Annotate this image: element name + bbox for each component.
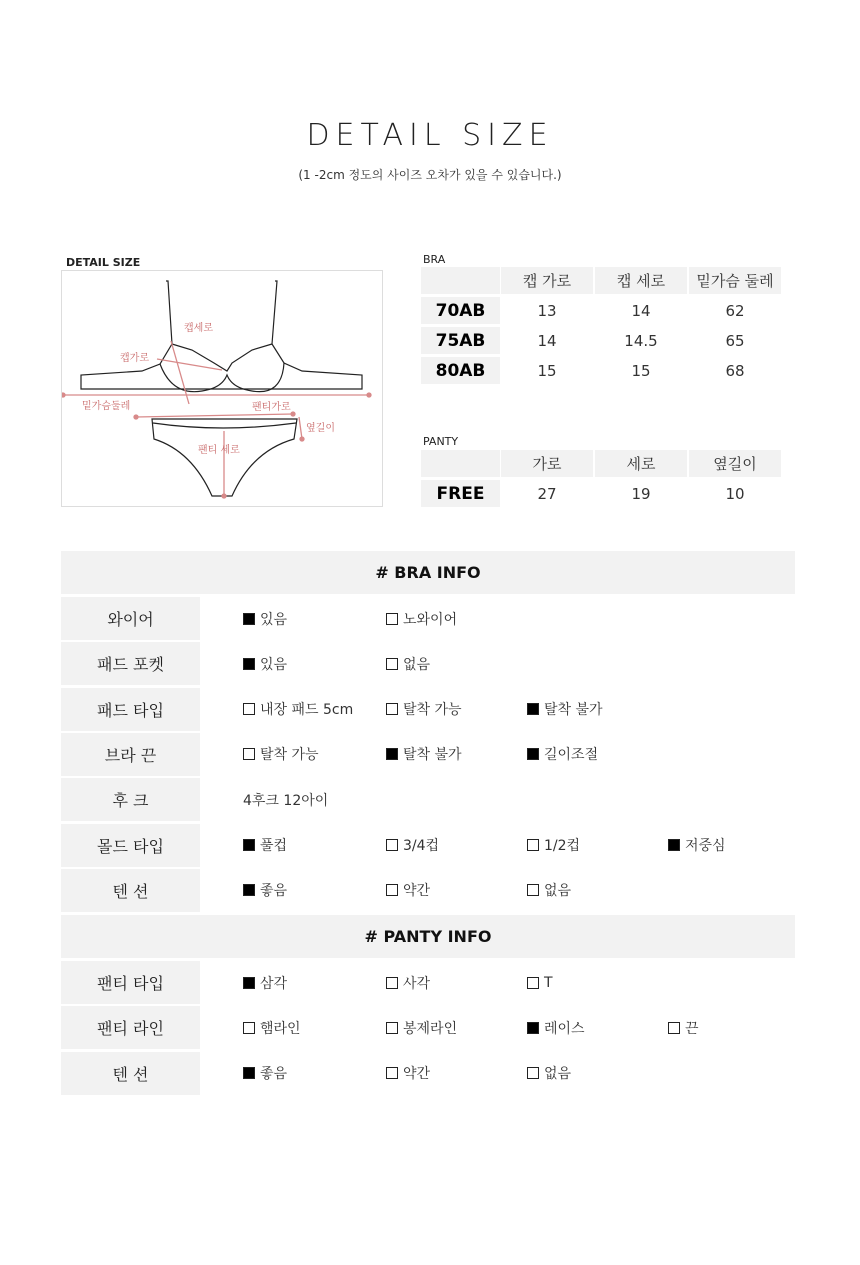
- empty-square-icon: [386, 613, 398, 625]
- empty-square-icon: [527, 884, 539, 896]
- header-blank: [421, 267, 500, 294]
- option-checked: [243, 869, 287, 912]
- option-checked: [243, 597, 287, 640]
- info-row: [61, 869, 795, 912]
- option-checked: [527, 1006, 585, 1049]
- option-checked: [386, 733, 462, 776]
- option-label: 탈착 불가: [403, 747, 462, 764]
- info-row: [61, 824, 795, 867]
- size-value: 10: [725, 484, 745, 503]
- empty-square-icon: [386, 1022, 398, 1034]
- size-tolerance-note: (1 -2cm 정도의 사이즈 오차가 있을 수 있습니다.): [298, 168, 562, 182]
- option-label: 약간: [403, 1066, 431, 1083]
- size-value: 15: [537, 361, 557, 380]
- cap-width-label: 캡가로: [120, 353, 149, 364]
- bra-info-header: # BRA INFO: [61, 551, 795, 594]
- option-checked: [243, 642, 287, 685]
- empty-square-icon: [386, 839, 398, 851]
- column-header: 캡 가로: [501, 267, 593, 294]
- option-label: 있음: [260, 611, 288, 628]
- size-value: 62: [725, 301, 745, 320]
- side-length-label: 옆길이: [306, 423, 335, 434]
- empty-square-icon: [386, 703, 398, 715]
- option-label: 3/4컵: [403, 838, 440, 854]
- filled-square-icon: [243, 977, 255, 989]
- option-label: 탈착 가능: [403, 702, 462, 719]
- panty-info-header: # PANTY INFO: [61, 915, 795, 958]
- size-label: FREE: [421, 480, 500, 507]
- info-row: [61, 1052, 795, 1095]
- column-header: 가로: [501, 450, 593, 477]
- option-label: 좋음: [260, 1066, 288, 1083]
- underbust-label: 밑가슴둘레: [82, 401, 131, 412]
- option-checked: [527, 733, 598, 776]
- size-label: 75AB: [421, 327, 500, 354]
- option-label: 좋음: [260, 883, 288, 900]
- empty-square-icon: [243, 1022, 255, 1034]
- info-row-label: 텐 션: [61, 1052, 200, 1095]
- empty-square-icon: [243, 703, 255, 715]
- option-label: 탈착 가능: [260, 747, 319, 764]
- empty-square-icon: [527, 839, 539, 851]
- option-label: 없음: [403, 656, 431, 673]
- info-row-value: 4후크 12아이: [243, 792, 329, 809]
- size-label: 80AB: [421, 357, 500, 384]
- size-value: 13: [537, 301, 557, 320]
- option-checked: [243, 1052, 287, 1095]
- option-unchecked: [668, 1006, 699, 1049]
- info-row-label: 텐 션: [61, 869, 200, 912]
- info-row-label: 팬티 타입: [61, 961, 200, 1004]
- info-row: [61, 961, 795, 1004]
- panty-height-label: 팬티 세로: [198, 445, 240, 456]
- column-header: 옆길이: [689, 450, 781, 477]
- info-row-label: 패드 포켓: [61, 642, 200, 685]
- bra-table-label: BRA: [423, 253, 446, 266]
- info-row-label: 와이어: [61, 597, 200, 640]
- option-label: 끈: [685, 1020, 699, 1037]
- empty-square-icon: [386, 658, 398, 670]
- column-header: 밑가슴 둘레: [689, 267, 781, 294]
- info-row: [61, 688, 795, 731]
- info-row-label: 몰드 타입: [61, 824, 200, 867]
- cap-height-label: 캡세로: [184, 323, 213, 334]
- info-row-label: 브라 끈: [61, 733, 200, 776]
- filled-square-icon: [243, 839, 255, 851]
- info-row: [61, 642, 795, 685]
- option-checked: [527, 688, 603, 731]
- option-label: 탈착 불가: [544, 702, 603, 719]
- option-label: 있음: [260, 656, 288, 673]
- info-row-label: 팬티 라인: [61, 1006, 200, 1049]
- filled-square-icon: [668, 839, 680, 851]
- option-label: 사각: [403, 975, 431, 992]
- empty-square-icon: [386, 977, 398, 989]
- option-label: 저중심: [685, 838, 726, 854]
- info-row: [61, 778, 795, 821]
- option-label: 햄라인: [260, 1020, 301, 1037]
- size-value: 68: [725, 361, 745, 380]
- column-header: 캡 세로: [595, 267, 687, 294]
- info-row-label: 패드 타입: [61, 688, 200, 731]
- option-checked: [243, 961, 287, 1004]
- option-unchecked: [386, 1006, 457, 1049]
- option-checked: [668, 824, 726, 867]
- option-unchecked: [243, 1006, 301, 1049]
- empty-square-icon: [386, 1067, 398, 1079]
- option-unchecked: [527, 824, 580, 867]
- option-label: 약간: [403, 883, 431, 900]
- size-value: 65: [725, 331, 745, 350]
- option-label: 내장 패드 5cm: [260, 702, 354, 719]
- option-unchecked: [386, 961, 430, 1004]
- info-row: [61, 733, 795, 776]
- option-label: 노와이어: [403, 611, 458, 628]
- option-unchecked: [386, 688, 462, 731]
- option-checked: [243, 824, 287, 867]
- column-header: 세로: [595, 450, 687, 477]
- option-label: 없음: [544, 1066, 572, 1083]
- empty-square-icon: [243, 748, 255, 760]
- filled-square-icon: [527, 703, 539, 715]
- size-illustration: [61, 270, 383, 507]
- option-unchecked: [243, 688, 353, 731]
- size-value: 14: [537, 331, 557, 350]
- option-label: 봉제라인: [403, 1020, 458, 1037]
- option-label: 1/2컵: [544, 838, 581, 854]
- size-value: 14: [631, 301, 651, 320]
- panty-table-label: PANTY: [423, 435, 459, 448]
- option-label: 레이스: [544, 1020, 585, 1037]
- option-unchecked: [527, 1052, 571, 1095]
- size-value: 19: [631, 484, 651, 503]
- size-label: 70AB: [421, 297, 500, 324]
- option-label: 길이조절: [544, 747, 599, 764]
- filled-square-icon: [243, 658, 255, 670]
- option-unchecked: [386, 642, 430, 685]
- filled-square-icon: [386, 748, 398, 760]
- option-label: 삼각: [260, 975, 288, 992]
- size-value: 27: [537, 484, 557, 503]
- filled-square-icon: [527, 748, 539, 760]
- option-label: T: [544, 974, 553, 991]
- info-row-label: 후 크: [61, 778, 200, 821]
- filled-square-icon: [527, 1022, 539, 1034]
- filled-square-icon: [243, 884, 255, 896]
- empty-square-icon: [527, 977, 539, 989]
- option-unchecked: [386, 1052, 430, 1095]
- filled-square-icon: [243, 1067, 255, 1079]
- filled-square-icon: [243, 613, 255, 625]
- option-unchecked: [386, 869, 430, 912]
- panty-width-label: 팬티가로: [252, 402, 291, 413]
- size-value: 14.5: [624, 331, 658, 350]
- header-blank: [421, 450, 500, 477]
- lingerie-diagram: [62, 271, 382, 506]
- info-row: [61, 597, 795, 640]
- option-unchecked: [386, 597, 457, 640]
- empty-square-icon: [386, 884, 398, 896]
- option-unchecked: [527, 869, 571, 912]
- option-unchecked: [386, 824, 439, 867]
- option-label: 풀컵: [260, 838, 288, 854]
- empty-square-icon: [527, 1067, 539, 1079]
- option-unchecked: [243, 733, 319, 776]
- info-row: [61, 1006, 795, 1049]
- empty-square-icon: [668, 1022, 680, 1034]
- page-title: DETAIL SIZE: [306, 118, 554, 153]
- option-unchecked: [527, 961, 553, 1004]
- option-label: 없음: [544, 883, 572, 900]
- illustration-label: DETAIL SIZE: [66, 256, 141, 269]
- size-value: 15: [631, 361, 651, 380]
